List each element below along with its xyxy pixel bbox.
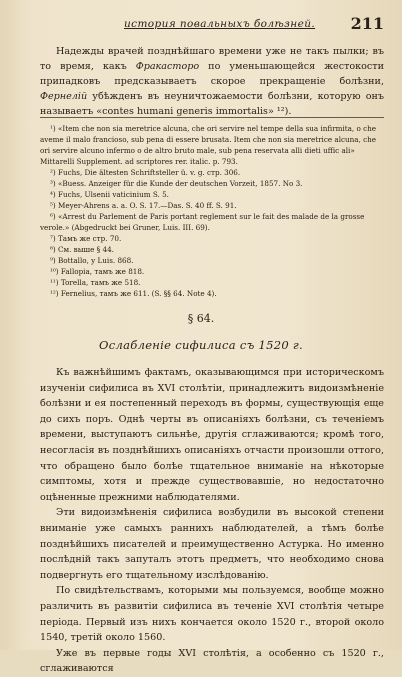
footnote-text: «Buess. Anzeiger für die Kunde der deutschen Vorzeit, 1857. No 3.: [57, 179, 303, 188]
footnote: [40, 200, 384, 211]
body-paragraph-4: Уже въ первые годы XVI столѣтія, а особенно съ 1520 г., сглаживаются: [40, 647, 384, 675]
footnote-text: Fuchs, Die ältesten Schriftsteller ü. v. g. стр. 306.: [57, 168, 241, 177]
body-paragraph-1: Къ важнѣйшимъ фактамъ, оказывающимся при историческомъ изученіи сифилиса въ XVI столѣтіи, принадлежитъ видоизмѣненіе болѣзни и ея постепенный переходъ въ формы, существующія еще до сихъ поръ. Однѣ черты въ описаніяхъ болѣзни, съ теченіемъ времени, выступаютъ сильнѣе, другія сглаживаются; кромѣ того, несогласія въ позднѣйшихъ описаніяхъ отчасти произошли оттого, что обращено было болѣе тщательное вниманіе на нѣкоторые симптомы, хотя и прежде существовавшіе, но недостаточно оцѣненные прежними наблюдателями.: [40, 367, 384, 503]
footnote: [40, 288, 384, 299]
footnote: [40, 178, 384, 189]
intro-text-a: Надежды врачей позднѣйшаго времени уже не такъ пылки; въ то время, какъ: [40, 46, 384, 72]
author-fracastoro: Фракасторо: [135, 61, 200, 72]
footnote-text: Torella, тамъ же 518.: [60, 278, 141, 287]
footnote: [40, 233, 384, 244]
footnote-marker: ⁴): [50, 190, 56, 199]
section-body: [40, 365, 384, 677]
footnote-text: Fernelius, тамъ же 611. (S. §§ 64. Note 4).: [60, 289, 217, 298]
intro-text: [40, 44, 384, 119]
section-number: § 64.: [187, 312, 215, 325]
footnote: [40, 123, 384, 167]
footnote-marker: ⁸): [50, 245, 56, 254]
footnote-text: Fallopia, тамъ же 818.: [60, 267, 145, 276]
footnote-marker: ¹¹): [50, 278, 59, 287]
footnote-marker: ¹): [50, 124, 56, 133]
page-number: 211: [350, 14, 384, 33]
footnote-separator: [40, 117, 384, 118]
footnote-marker: ¹²): [50, 289, 59, 298]
section-title: Ослабленіе сифилиса съ 1520 г.: [99, 338, 303, 352]
footnote-marker: ²): [50, 168, 56, 177]
footnotes: [40, 123, 384, 299]
footnote-marker: ⁶): [50, 212, 56, 221]
footnote: [40, 277, 384, 288]
body-paragraph-3: По свидѣтельствамъ, которыми мы пользуемся, вообще можно различить въ развитіи сифилиса въ теченіе XVI столѣтія четыре періода. Первый изъ нихъ кончается около 1520 г., второй около 1540, третій около 1560.: [40, 585, 384, 644]
footnote: [40, 167, 384, 178]
footnote: [40, 266, 384, 277]
footnote: [40, 255, 384, 266]
intro-text-c: убѣжденъ въ неуничтожаемости болѣзни, которую онъ называетъ «contes humani generis immortalis» ¹²).: [40, 91, 384, 117]
footnote-marker: ⁷): [50, 234, 56, 243]
footnote-text: «Arrest du Parlement de Paris portant reglement sur le fait des malade de la grosse verole.» (Abgedruckt bei Gruner, Luis. III. 69).: [40, 212, 365, 232]
footnote-text: Meyer-Ahrens a. a. O. S. 17.—Das. S. 40 ff. S. 91.: [57, 201, 237, 210]
footnote-text: «Item che non sia meretrice alcuna, che ori servire nel tempe della sua infirmita, o che aveme il malo francioso, sub pena di essere brusata. Item che non sia meretrice alcuna, che ori servire alcuno infermo o de altro bruto male, sub pena reservata alli dieti uffic ali» Mittarelli Supplement. ad scriptores rer. italic. p. 793.: [40, 124, 377, 166]
intro-paragraph: [40, 44, 384, 119]
footnote-text: Тамъ же стр. 70.: [57, 234, 122, 243]
footnote-text: См. выше § 44.: [57, 245, 114, 254]
footnote: [40, 189, 384, 200]
footnote-marker: ⁵): [50, 201, 56, 210]
intro-text-b: по уменьшающейся жестокости припадковъ предсказываетъ скорое прекращеніе болѣзни,: [40, 61, 384, 87]
footnote: [40, 211, 384, 233]
footnote-marker: ⁹): [50, 256, 56, 265]
running-header: [40, 14, 384, 34]
footnote: [40, 244, 384, 255]
footnote-marker: ¹⁰): [50, 267, 59, 276]
body-paragraph-2: Эти видоизмѣненія сифилиса возбудили въ высокой степени вниманіе уже самыхъ раннихъ наблюдателей, а тѣмъ болѣе позднѣйшихъ писателей и преимущественно Астурка. Но именно послѣдній такъ запуталъ этотъ предметъ, что необходимо снова подвергнуть его тщательному изслѣдованію.: [40, 507, 384, 581]
author-fernelius: Фернелій: [40, 91, 88, 102]
footnote-text: Fuchs, Ulsenii vaticinium S. 5.: [57, 190, 169, 199]
running-title: история повальныхъ болѣзней.: [124, 18, 316, 30]
footnote-marker: ³): [50, 179, 56, 188]
footnote-text: Bottallo, y Luis. 868.: [57, 256, 134, 265]
